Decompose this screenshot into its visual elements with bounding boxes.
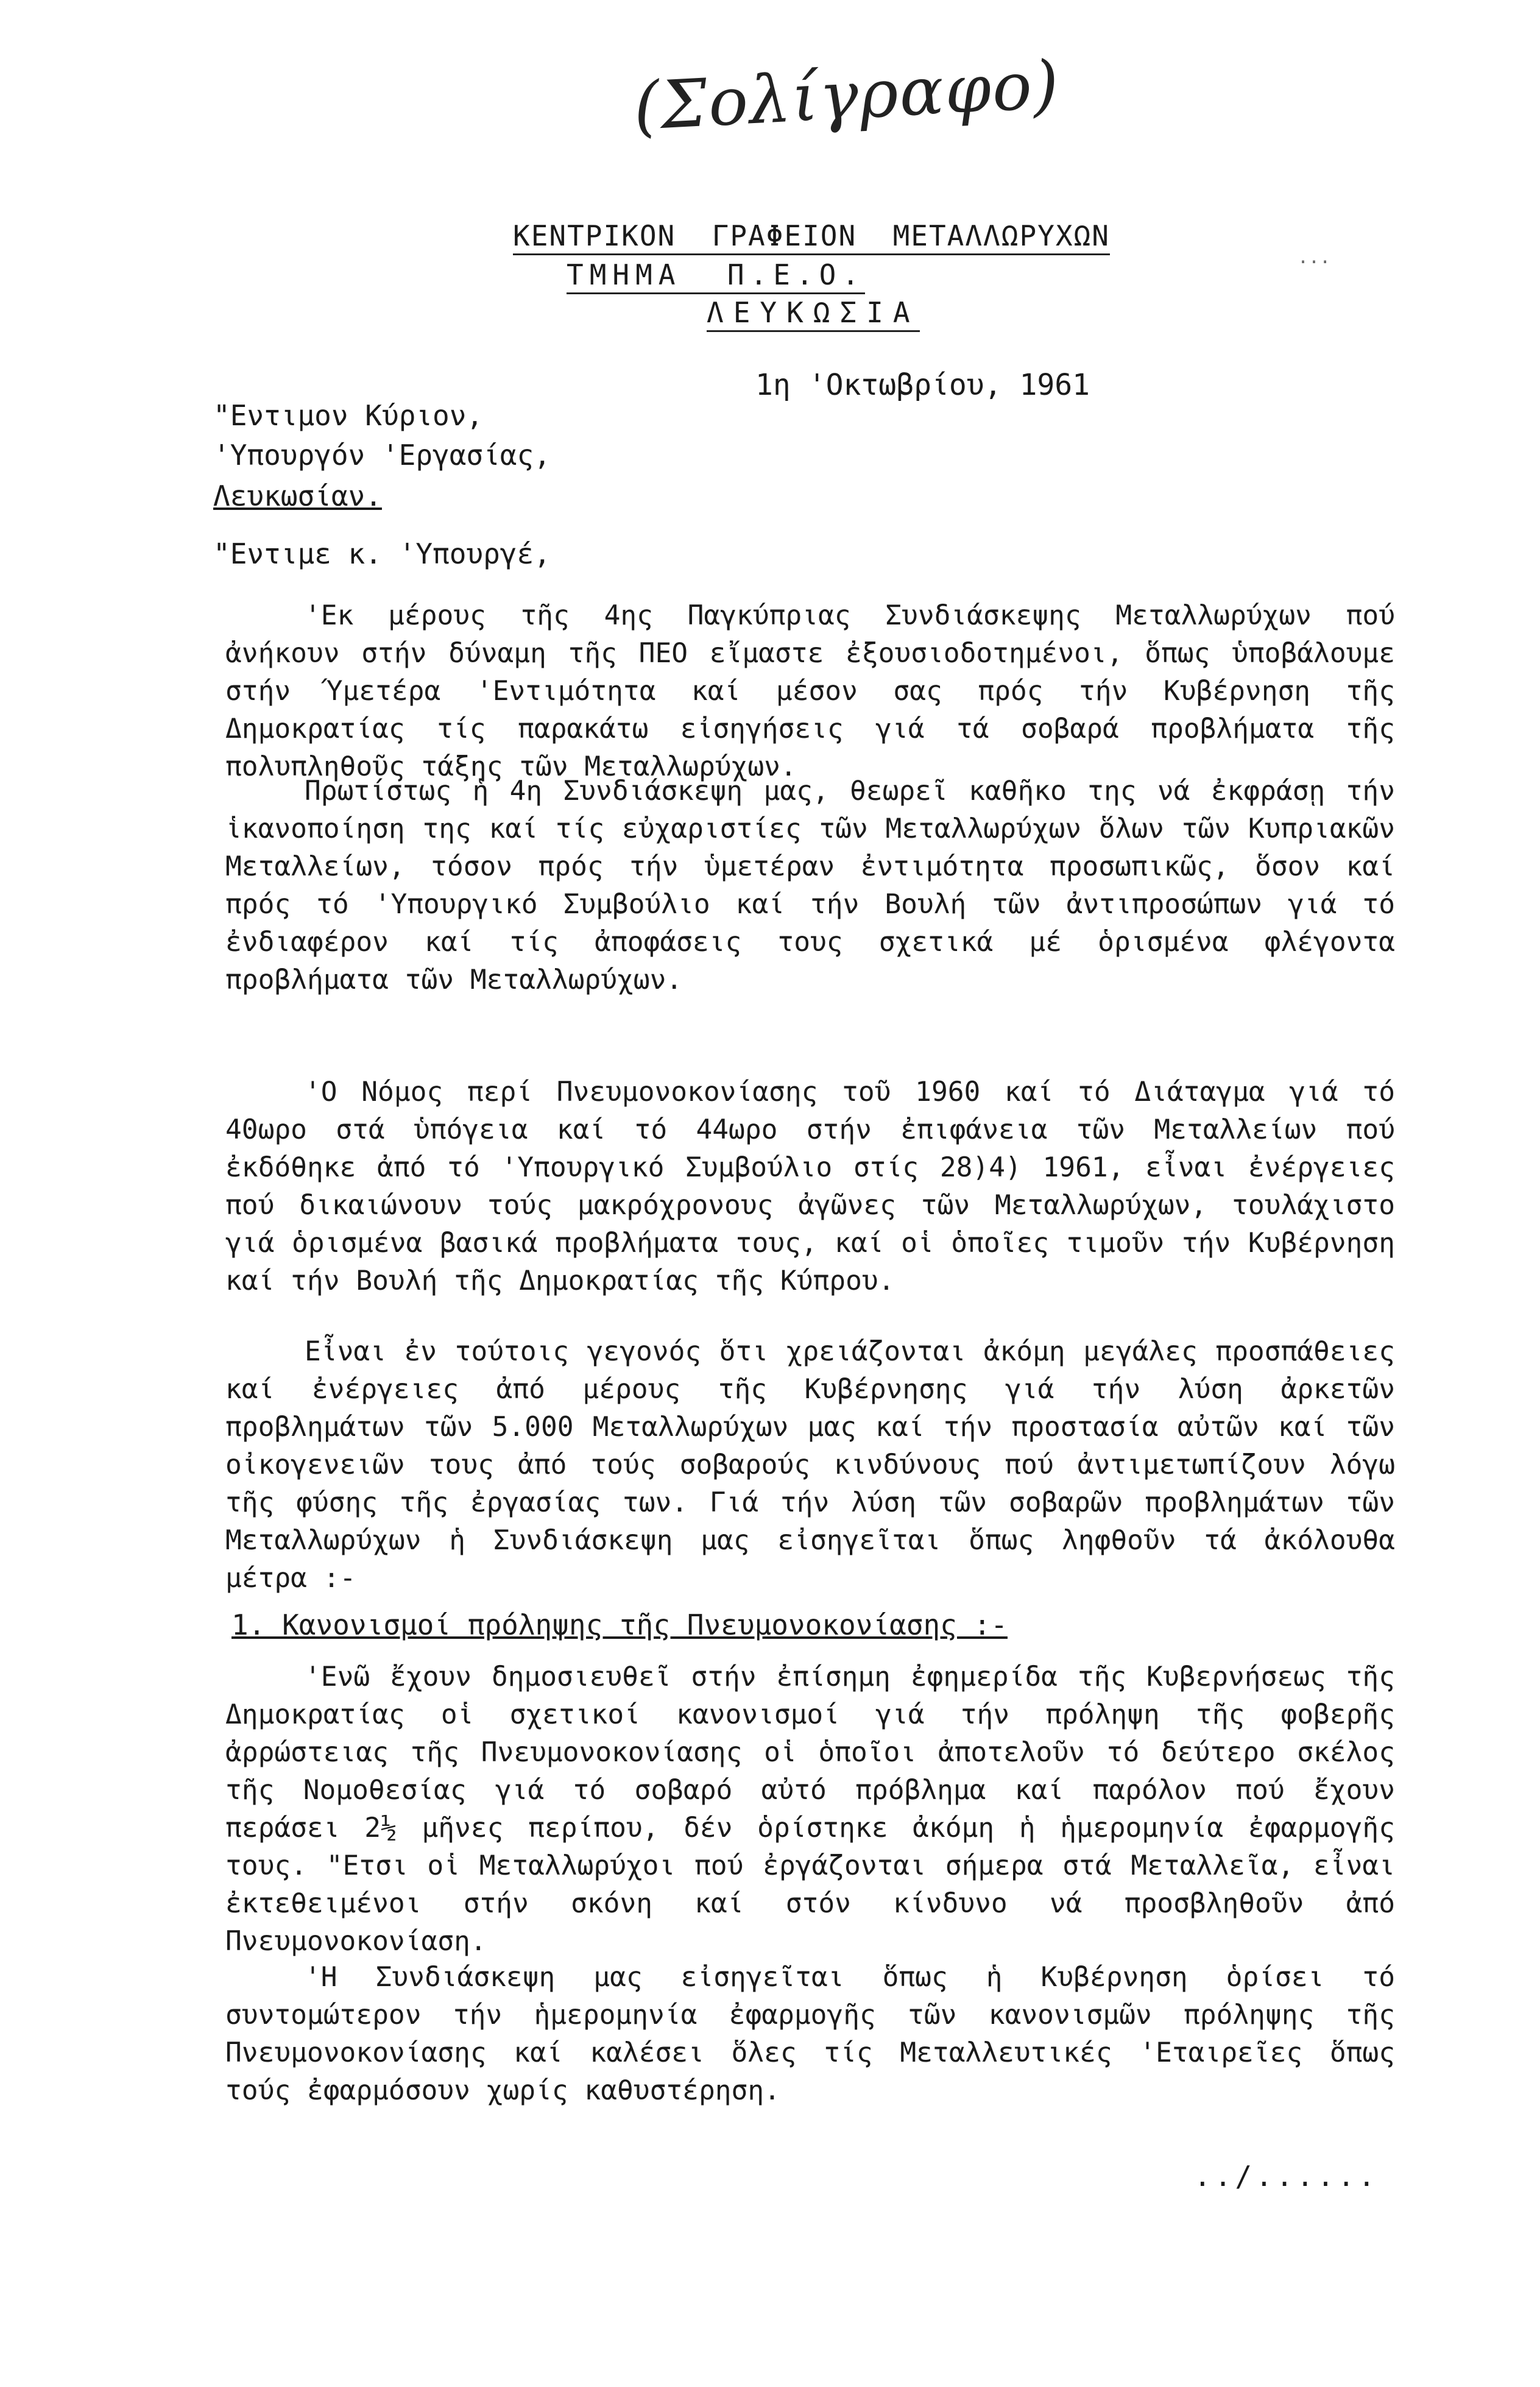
letterhead-city: ΛΕΥΚΩΣΙΑ <box>707 296 920 332</box>
letter-date: 1η 'Οκτωβρίου, 1961 <box>755 368 1090 402</box>
salutation: "Εντιμε κ. 'Υπουργέ, <box>213 537 551 570</box>
recipient-line-1: "Εντιμον Κύριον, <box>213 399 484 432</box>
continuation-mark: ../...... <box>1194 2160 1379 2193</box>
paragraph-intro: 'Εκ μέρους τῆς 4ης Παγκύπριας Συνδιάσκεψης Μεταλλωρύχων πού ἀνήκουν στήν δύναμη τῆς ΠΕΟ εἴμαστε ἐξουσιοδοτημένοι, ὅπως ὑποβάλουμε στήν Ύμετέρα 'Εντιμότητα καί μέσον σας πρός τήν Κυβέρνηση τῆς Δημοκρατίας τίς παρακάτω εἰσηγήσεις γιά τά σοβαρά προβλήματα τῆς πολυπληθοῦς τάξης τῶν Μεταλλωρύχων. <box>225 600 1395 782</box>
letterhead-department: ΤΜΗΜΑ Π.Ε.Ο. <box>567 258 865 294</box>
recipient-line-2: 'Υπουργόν 'Εργασίας, <box>213 439 551 472</box>
paragraph-needs: Εἶναι ἐν τούτοις γεγονός ὅτι χρειάζονται ἀκόμη μεγάλες προσπάθειες καί ἐνέργειες ἀπό μέρους τῆς Κυβέρνησης γιά τήν λύση ἀρκετῶν προβλημάτων τῶν 5.000 Μεταλλωρύχων μας καί τήν προστασία αὐτῶν καί τῶν οἰκογενειῶν τους ἀπό τούς σοβαρούς κινδύνους πού ἀντιμετωπίζουν λόγω τῆς φύσης τῆς ἐργασίας των. Γιά τήν λύση τῶν σοβαρῶν προβλημάτων τῶν Μεταλλωρύχων ἡ Συνδιάσκεψη μας εἰσηγεῖται ὅπως ληφθοῦν τά ἀκόλουθα μέτρα :- <box>225 1336 1395 1594</box>
paragraph-proposal: 'Η Συνδιάσκεψη μας εἰσηγεῖται ὅπως ἡ Κυβέρνηση ὁρίσει τό συντομώτερον τήν ἡμερομηνία ἐφαρμογῆς τῶν κανονισμῶν πρόληψης τῆς Πνευμονοκονίασης καί καλέσει ὅλες τίς Μεταλλευτικές 'Εταιρεῖες ὅπως τούς ἐφαρμόσουν χωρίς καθυστέρηση. <box>225 1962 1395 2106</box>
handwritten-annotation: (Σολίγραφο) <box>632 46 1062 146</box>
section-heading-1: 1. Κανονισμοί πρόληψης τῆς Πνευμονοκονίασης :- <box>231 1608 1008 1641</box>
paragraph-regulations: 'Ενῶ ἔχουν δημοσιευθεῖ στήν ἐπίσημη ἐφημερίδα τῆς Κυβερνήσεως τῆς Δημοκρατίας οἱ σχετικοί κανονισμοί γιά τήν πρόληψη τῆς φοβερῆς ἀρρώστειας τῆς Πνευμονοκονίασης οἱ ὁποῖοι ἀποτελοῦν τό δεύτερο σκέλος τῆς Νομοθεσίας γιά τό σοβαρό αὐτό πρόβλημα καί παρόλον πού ἔχουν περάσει 2½ μῆνες περίπου, δέν ὁρίστηκε ἀκόμη ἡ ἡμερομηνία ἐφαρμογῆς τους. "Ετσι οἱ Μεταλλωρύχοι πού ἐργάζονται σήμερα στά Μεταλλεῖα, εἶναι ἐκτεθειμένοι στήν σκόνη καί στόν κίνδυνο νά προσβληθοῦν ἀπό Πνευμονοκονίαση. <box>225 1661 1395 1957</box>
letterhead-organization: ΚΕΝΤΡΙΚΟΝ ΓΡΑΦΕΙΟΝ ΜΕΤΑΛΛΩΡΥΧΩΝ <box>513 219 1110 255</box>
paragraph-law: 'Ο Νόμος περί Πνευμονοκονίασης τοῦ 1960 καί τό Διάταγμα γιά τό 40ωρο στά ὑπόγεια καί τό 44ωρο στήν ἐπιφάνεια τῶν Μεταλλείων πού ἐκδόθηκε ἀπό τό 'Υπουργικό Συμβούλιο στίς 28)4) 1961, εἶναι ἐνέργειες πού δικαιώνουν τούς μακρόχρονους ἀγῶνες τῶν Μεταλλωρύχων, τουλάχιστο γιά ὁρισμένα βασικά προβλήματα τους, καί οἱ ὁποῖες τιμοῦν τήν Κυβέρνηση καί τήν Βουλή τῆς Δημοκρατίας τῆς Κύπρου. <box>225 1077 1395 1296</box>
recipient-line-3: Λευκωσίαν. <box>213 479 382 512</box>
letterhead-mark: ... <box>1298 247 1331 268</box>
paragraph-thanks: Πρωτίστως ἡ 4η Συνδιάσκεψη μας, θεωρεῖ καθῆκο της νά ἐκφράσῃ τήν ἱκανοποίηση της καί τίς εὐχαριστίες τῶν Μεταλλωρύχων ὅλων τῶν Κυπριακῶν Μεταλλείων, τόσον πρός τήν ὑμετέραν ἐντιμότητα προσωπικῶς, ὅσον καί πρός τό 'Υπουργικό Συμβούλιο καί τήν Βουλή τῶν ἀντιπροσώπων γιά τό ἐνδιαφέρον καί τίς ἀποφάσεις τους σχετικά μέ ὁρισμένα φλέγοντα προβλήματα τῶν Μεταλλωρύχων. <box>225 776 1395 995</box>
